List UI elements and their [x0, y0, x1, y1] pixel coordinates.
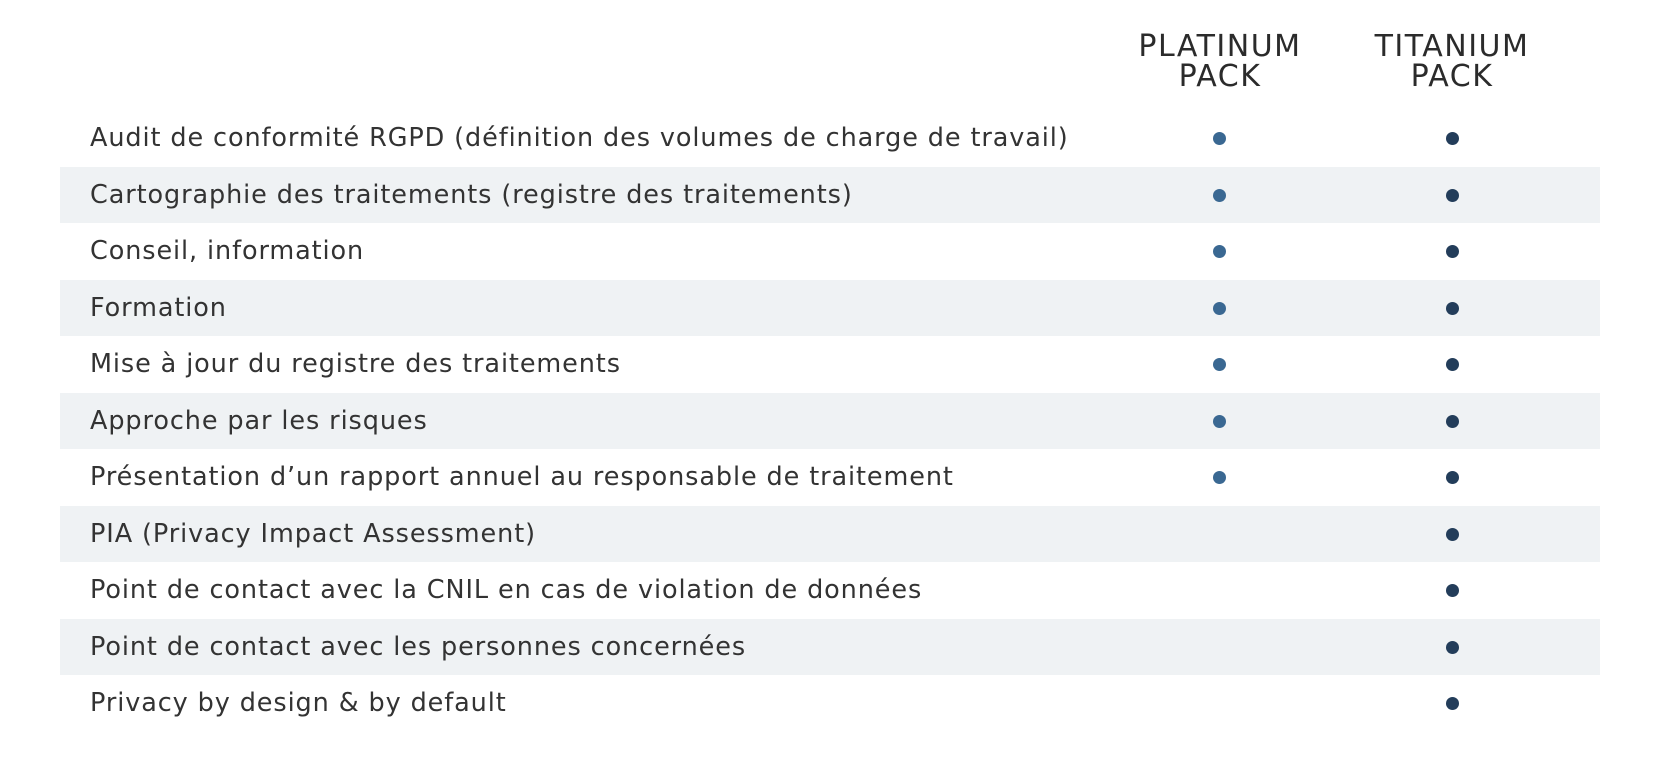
feature-label: Cartographie des traitements (registre des traitements) [90, 179, 853, 210]
table-row [60, 393, 1600, 450]
feature-label: Formation [90, 292, 227, 323]
titanium-included-dot-icon [1446, 415, 1459, 428]
feature-label: Mise à jour du registre des traitements [90, 349, 621, 380]
table-row [60, 110, 1600, 167]
platinum-included-dot-icon [1213, 471, 1226, 484]
titanium-included-dot-icon [1446, 189, 1459, 202]
feature-label: Point de contact avec la CNIL en cas de violation de données [90, 575, 923, 606]
table-row [60, 167, 1600, 224]
titanium-included-dot-icon [1446, 471, 1459, 484]
platinum-pack-header-line2: PACK [1178, 59, 1262, 94]
feature-label: PIA (Privacy Impact Assessment) [90, 518, 536, 549]
titanium-included-dot-icon [1446, 641, 1459, 654]
titanium-included-dot-icon [1446, 697, 1459, 710]
table-row [60, 506, 1600, 563]
titanium-pack-header-line1: TITANIUM [1374, 29, 1530, 64]
platinum-pack-header-line1: PLATINUM [1138, 29, 1302, 64]
titanium-included-dot-icon [1446, 132, 1459, 145]
platinum-included-dot-icon [1213, 415, 1226, 428]
feature-label: Audit de conformité RGPD (définition des volumes de charge de travail) [90, 123, 1069, 154]
platinum-included-dot-icon [1213, 302, 1226, 315]
platinum-included-dot-icon [1213, 245, 1226, 258]
titanium-included-dot-icon [1446, 302, 1459, 315]
table-row [60, 223, 1600, 280]
titanium-included-dot-icon [1446, 584, 1459, 597]
feature-label: Conseil, information [90, 236, 365, 267]
titanium-included-dot-icon [1446, 528, 1459, 541]
platinum-included-dot-icon [1213, 189, 1226, 202]
table-row [60, 562, 1600, 619]
feature-label: Présentation d’un rapport annuel au responsable de traitement [90, 462, 954, 493]
titanium-included-dot-icon [1446, 358, 1459, 371]
table-row [60, 336, 1600, 393]
titanium-pack-header-line2: PACK [1410, 59, 1494, 94]
table-row [60, 449, 1600, 506]
titanium-pack-header [1342, 29, 1562, 94]
platinum-pack-header [1110, 29, 1330, 94]
feature-label: Point de contact avec les personnes concernées [90, 631, 747, 662]
feature-label: Privacy by design & by default [90, 688, 507, 719]
table-row [60, 619, 1600, 676]
platinum-included-dot-icon [1213, 358, 1226, 371]
table-row [60, 280, 1600, 337]
feature-label: Approche par les risques [90, 405, 428, 436]
table-row [60, 675, 1600, 732]
titanium-included-dot-icon [1446, 245, 1459, 258]
platinum-included-dot-icon [1213, 132, 1226, 145]
feature-comparison-table [60, 110, 1600, 732]
